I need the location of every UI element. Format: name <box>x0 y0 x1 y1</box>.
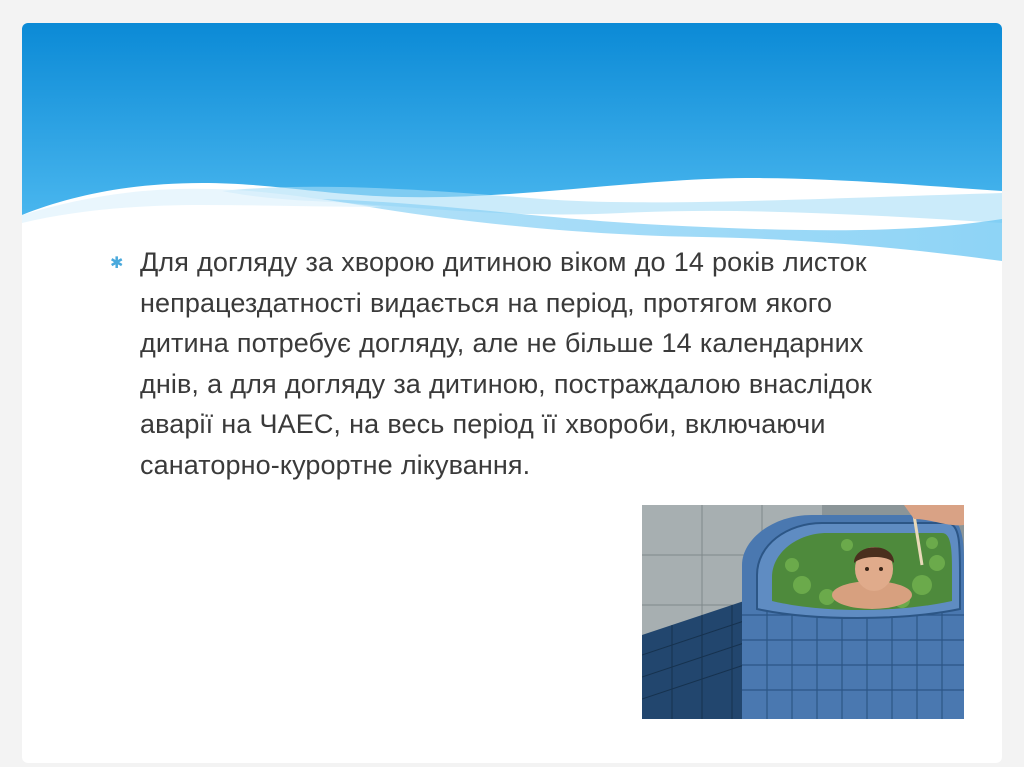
photo-illustration <box>642 505 964 719</box>
asterisk-bullet-icon: ✱ <box>110 255 124 272</box>
bullet-item <box>110 242 910 485</box>
slide <box>22 23 1002 763</box>
photo-child-in-therapeutic-bath <box>642 505 964 719</box>
header-wave-banner <box>22 23 1002 263</box>
bullet-text: Для догляду за хворою дитиною віком до 14 років листок непрацездатності видається на період, протягом якого дитина потребує догляду, але не більше 14 календарних днів, а для догляду за дитиною, постраждалою внаслідок аварії на ЧАЕС, на весь період її хвороби, включаючи санаторно-курортне лікування. <box>140 247 872 480</box>
